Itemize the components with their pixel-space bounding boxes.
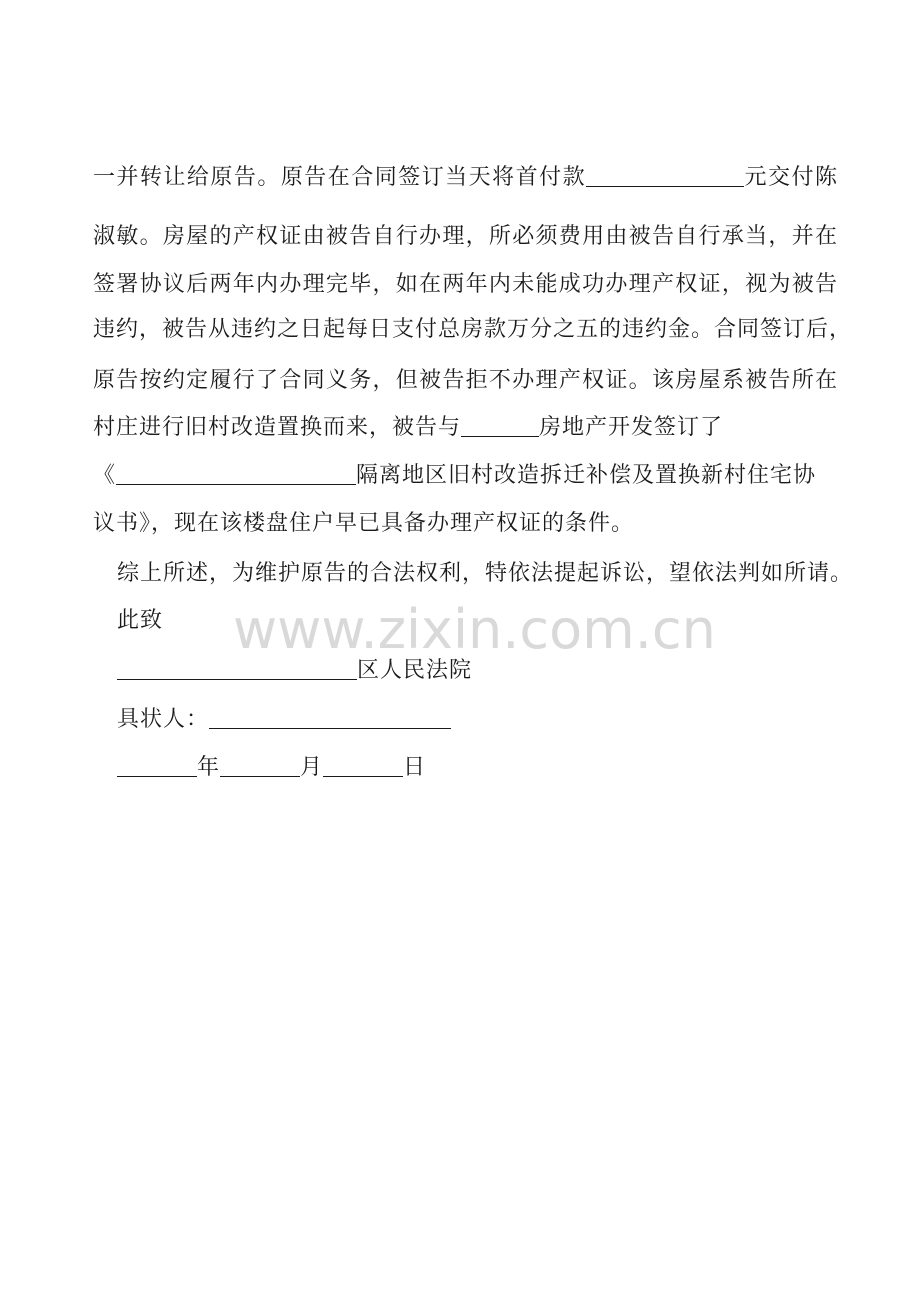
watermark-text: www.zixin.com.cn (233, 598, 716, 661)
conclusion-text: 综上所述，为维护原告的合法权利，特依法提起诉讼，望依法判如所请。 (117, 561, 854, 586)
developer-blank (461, 414, 539, 437)
month-blank (220, 754, 300, 777)
date-line (117, 753, 862, 783)
paragraph-line-1 (93, 163, 838, 193)
paragraph-line-8: 议书》，现在该楼盘住户早已具备办理产权证的条件。 (93, 511, 635, 536)
paragraph-line-3: 签署协议后两年内办理完毕，如在两年内未能成功办理产权证，视为被告 (93, 272, 838, 297)
text-segment: 《 (93, 463, 117, 488)
day-label: 日 (403, 755, 427, 780)
salutation-text: 此致 (117, 608, 164, 633)
signer-label: 具状人： (117, 707, 210, 732)
court-suffix: 区人民法院 (357, 658, 473, 683)
paragraph-line-7 (93, 461, 838, 491)
text-segment: 隔离地区旧村改造拆迁补偿及置换新村住宅协 (356, 463, 817, 488)
paragraph-line-6 (93, 413, 838, 443)
signer-line (117, 705, 862, 735)
year-label: 年 (197, 755, 221, 780)
paragraph-line-5: 原告按约定履行了合同义务，但被告拒不办理产权证。该房屋系被告所在 (93, 368, 838, 393)
signer-blank (209, 706, 451, 729)
text-segment: 一并转让给原告。原告在合同签订当天将首付款 (93, 165, 587, 190)
text-segment: 元交付陈 (744, 165, 838, 190)
year-blank (117, 754, 197, 777)
paragraph-line-4: 违约，被告从违约之日起每日支付总房款万分之五的违约金。合同签订后， (93, 317, 853, 342)
month-label: 月 (300, 755, 324, 780)
paragraph-line-2: 淑敏。房屋的产权证由被告自行办理，所必须费用由被告自行承当，并在 (93, 224, 838, 249)
court-line (117, 656, 862, 686)
down-payment-blank (586, 164, 744, 187)
text-segment: 房地产开发签订了 (539, 415, 724, 440)
court-name-blank (117, 657, 357, 680)
text-segment: 村庄进行旧村改造置换而来，被告与 (93, 415, 462, 440)
area-blank (116, 462, 356, 485)
day-blank (323, 754, 403, 777)
